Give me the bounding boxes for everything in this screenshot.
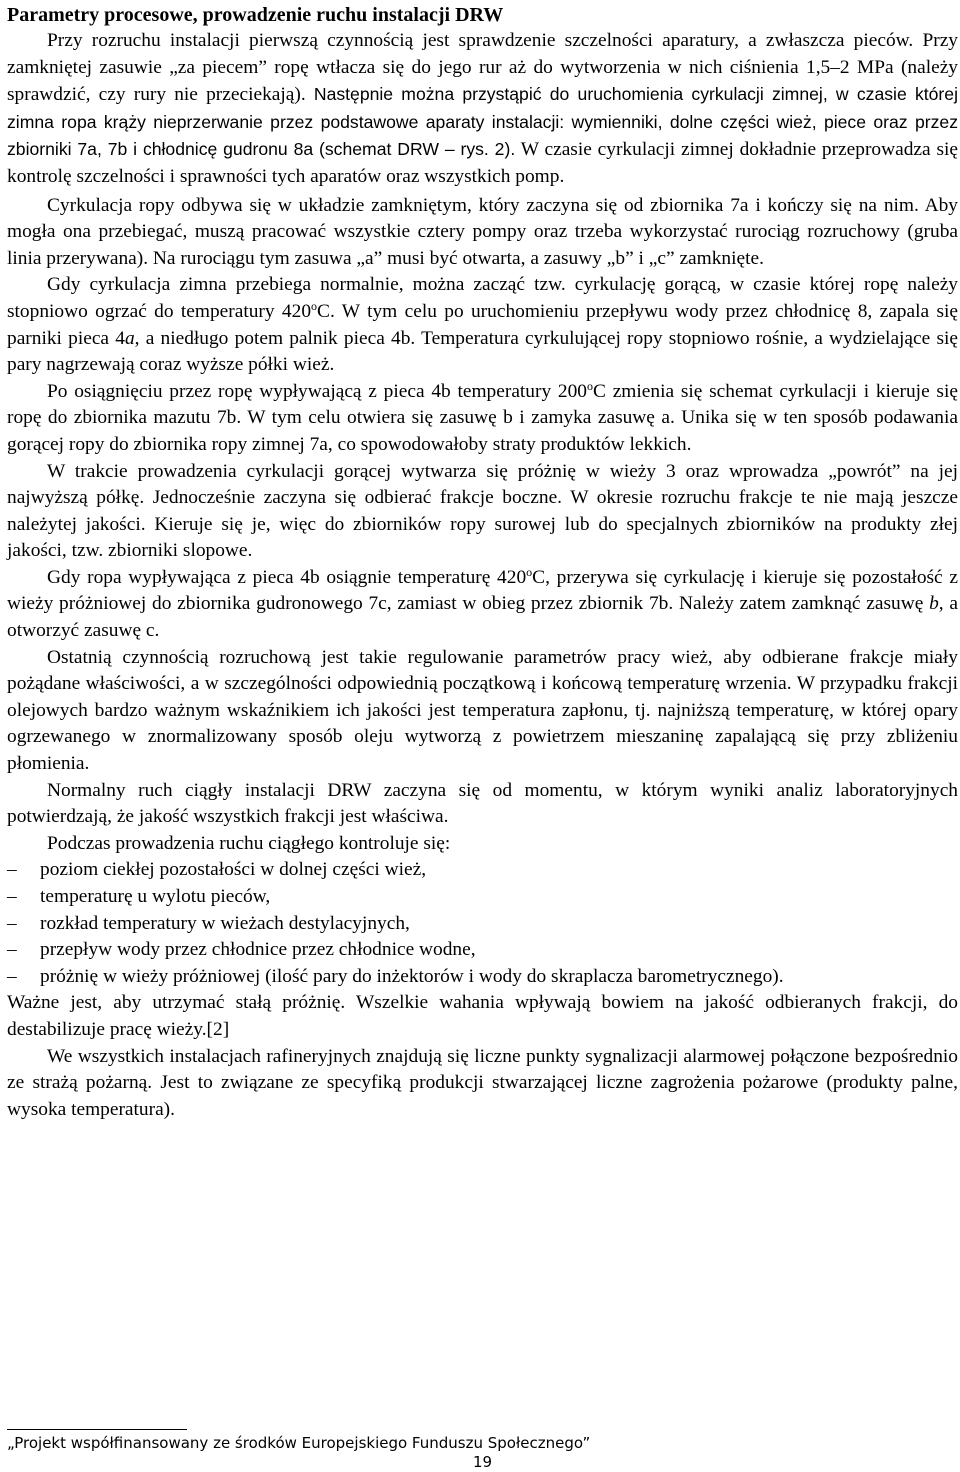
page-footer — [7, 1429, 958, 1472]
paragraph-vacuum-stability: Ważne jest, aby utrzymać stałą próżnię. Wszelkie wahania wpływają bowiem na jakość odbieranych frakcji, do destabilizuje pracę wieży.[2] — [7, 992, 958, 1040]
control-list — [7, 857, 958, 990]
list-item-text: rozkład temperatury w wieżach destylacyjnych, — [40, 912, 410, 934]
italic-letter: b — [929, 593, 939, 615]
list-item — [7, 964, 958, 991]
paragraph-hot-circulation-a: Gdy cyrkulacja zimna przebiega normalnie, można zacząć tzw. cyrkulację gorącą, w czasie której ropę należy stopniowo ogrzać do temperatury 420 — [7, 274, 958, 322]
paragraph-vacuum: W trakcie prowadzenia cyrkulacji gorącej wytwarza się próżnię w wieży 3 oraz wprowadza „powrót” na jej najwyższą półkę. Jednocześnie zaczyna się odbierać frakcje boczne. W okresie rozruchu frakcje te nie mają jeszcze należytej jakości. Kieruje się je, więc do zbiorników ropy surowej lub do specjalnych zbiorników na produkty złej jakości, tzw. zbiorniki slopowe. — [7, 460, 958, 562]
paragraph-420c — [7, 565, 958, 645]
paragraph-circulation: Cyrkulacja ropy odbywa się w układzie zamkniętym, który zaczyna się od zbiornika 7a i kończy się na nim. Aby mogła ona przebiegać, muszą pracować wszystkie cztery pompy oraz trzeba wykorzystać rurociąg rozruchowy (gruba linia przerywana). Na rurociągu tym zasuwa „a” musi być otwarta, a zasuwy „b” i „c” zamknięte. — [7, 194, 958, 269]
document-page — [7, 0, 958, 1123]
paragraph-hot-circulation-b: C. W tym celu po uruchomieniu przepływu wody przez chłodnicę 8, zapala się parniki pieca 4 — [7, 300, 958, 349]
degree-sup: o — [311, 298, 318, 313]
italic-letter: a — [124, 327, 135, 349]
list-item-text: próżnię w wieży próżniowej (ilość pary do inżektorów i wody do skraplacza barometrycznego). — [40, 965, 784, 987]
list-item — [7, 937, 958, 964]
paragraph-hot-circulation-c: , a niedługo potem palnik pieca 4b. Temperatura cyrkulującej ropy stopniowo rośnie, a wydzielające się pary nagrzewają coraz wyższe półki wież. — [7, 327, 958, 376]
section-heading: Parametry procesowe, prowadzenie ruchu instalacji DRW — [7, 4, 504, 26]
paragraph-420c-c: , a otworzyć zasuwę c. — [7, 593, 958, 642]
footer-divider — [7, 1429, 187, 1430]
paragraph-startup — [7, 28, 958, 191]
dash-bullet: – — [7, 886, 17, 907]
list-item-text: przepływ wody przez chłodnice przez chłodnice wodne, — [40, 939, 476, 961]
list-item — [7, 884, 958, 911]
paragraph-420c-a: Gdy ropa wypływająca z pieca 4b osiągnie temperaturę 420 — [47, 566, 527, 588]
list-item-text: temperaturę u wylotu pieców, — [40, 886, 271, 907]
footer-funding-note: „Projekt współfinansowany ze środków Europejskiego Funduszu Społecznego” — [7, 1434, 591, 1452]
dash-bullet: – — [7, 939, 17, 961]
list-item — [7, 911, 958, 938]
paragraph-200c-a: Po osiągnięciu przez ropę wypływającą z pieca 4b temperatury 200 — [47, 380, 587, 402]
dash-bullet: – — [7, 859, 17, 881]
paragraph-startup-sans-text: Następnie można przystąpić do uruchomienia cyrkulacji zimnej, w czasie której zimna ropa krąży nieprzerwanie przez podstawowe aparaty instalacji: wymienniki, dolne części wież, piece oraz przez zbiorniki 7a, 7b i chłodnicę gudronu 8a (schemat DRW – rys. 2). — [7, 84, 958, 160]
dash-bullet: – — [7, 912, 17, 934]
paragraph-hot-circulation — [7, 272, 958, 378]
page-number: 19 — [472, 1453, 493, 1471]
degree-sup: o — [587, 378, 593, 393]
paragraph-200c — [7, 379, 958, 459]
paragraph-200c-b: C zmienia się schemat cyrkulacji i kieruje się ropę do zbiornika mazutu 7b. W tym celu otwiera się zasuwę b i zamyka zasuwę a. Unika się w ten sposób podawania gorącej ropy do zbiornika ropy zimnej 7a, co spowodowałoby straty produktów lekkich. — [7, 380, 958, 455]
paragraph-420c-b: C, przerywa się cyrkulację i kieruje się pozostałość z wieży próżniowej do zbiornika gudronowego 7c, zamiast w obieg przez zbiornik 7b. Należy zatem zamknąć zasuwę — [7, 566, 958, 615]
dash-bullet: – — [7, 965, 17, 987]
paragraph-startup-end: W czasie cyrkulacji zimnej dokładnie przeprowadza się kontrolę szczelności i sprawności tych aparatów oraz wszystkich pomp. — [7, 139, 959, 187]
degree-sup: o — [526, 564, 533, 579]
paragraph-normal-run: Normalny ruch ciągły instalacji DRW zaczyna się od momentu, w którym wyniki analiz laboratoryjnych potwierdzają, że jakość wszystkich frakcji jest właściwa. — [7, 779, 958, 828]
list-item-text: poziom ciekłej pozostałości w dolnej części wież, — [40, 859, 427, 881]
paragraph-parameters: Ostatnią czynnością rozruchową jest takie regulowanie parametrów pracy wież, aby odbierane frakcje miały pożądane właściwości, a w szczególności odpowiednią początkową i końcową temperaturę wrzenia. W przypadku frakcji olejowych bardzo ważnym wskaźnikiem ich jakości jest temperatura zapłonu, tj. najniższą temperaturę, w której opary ogrzewanego w znormalizowany sposób oleju wytworzą z powietrzem mieszaninę zapalającą się przy zbliżeniu płomienia. — [7, 646, 958, 775]
paragraph-control-intro: Podczas prowadzenia ruchu ciągłego kontroluje się: — [47, 832, 451, 854]
paragraph-startup-text: Przy rozruchu instalacji pierwszą czynnością jest sprawdzenie szczelności aparatury, a zwłaszcza pieców. Przy zamkniętej zasuwie „za piecem” ropę wtłacza się do jego rur aż do wytworzenia w nich ciśnienia 1,5–2 MPa (należy sprawdzić, czy rury nie przeciekają). — [7, 30, 958, 106]
list-item — [7, 857, 958, 884]
paragraph-alarms: We wszystkich instalacjach rafineryjnych znajdują się liczne punkty sygnalizacji alarmowej połączone bezpośrednio ze strażą pożarną. Jest to związane ze specyfiką produkcji stwarzającej liczne zagrożenia pożarowe (produkty palne, wysoka temperatura). — [7, 1045, 958, 1120]
